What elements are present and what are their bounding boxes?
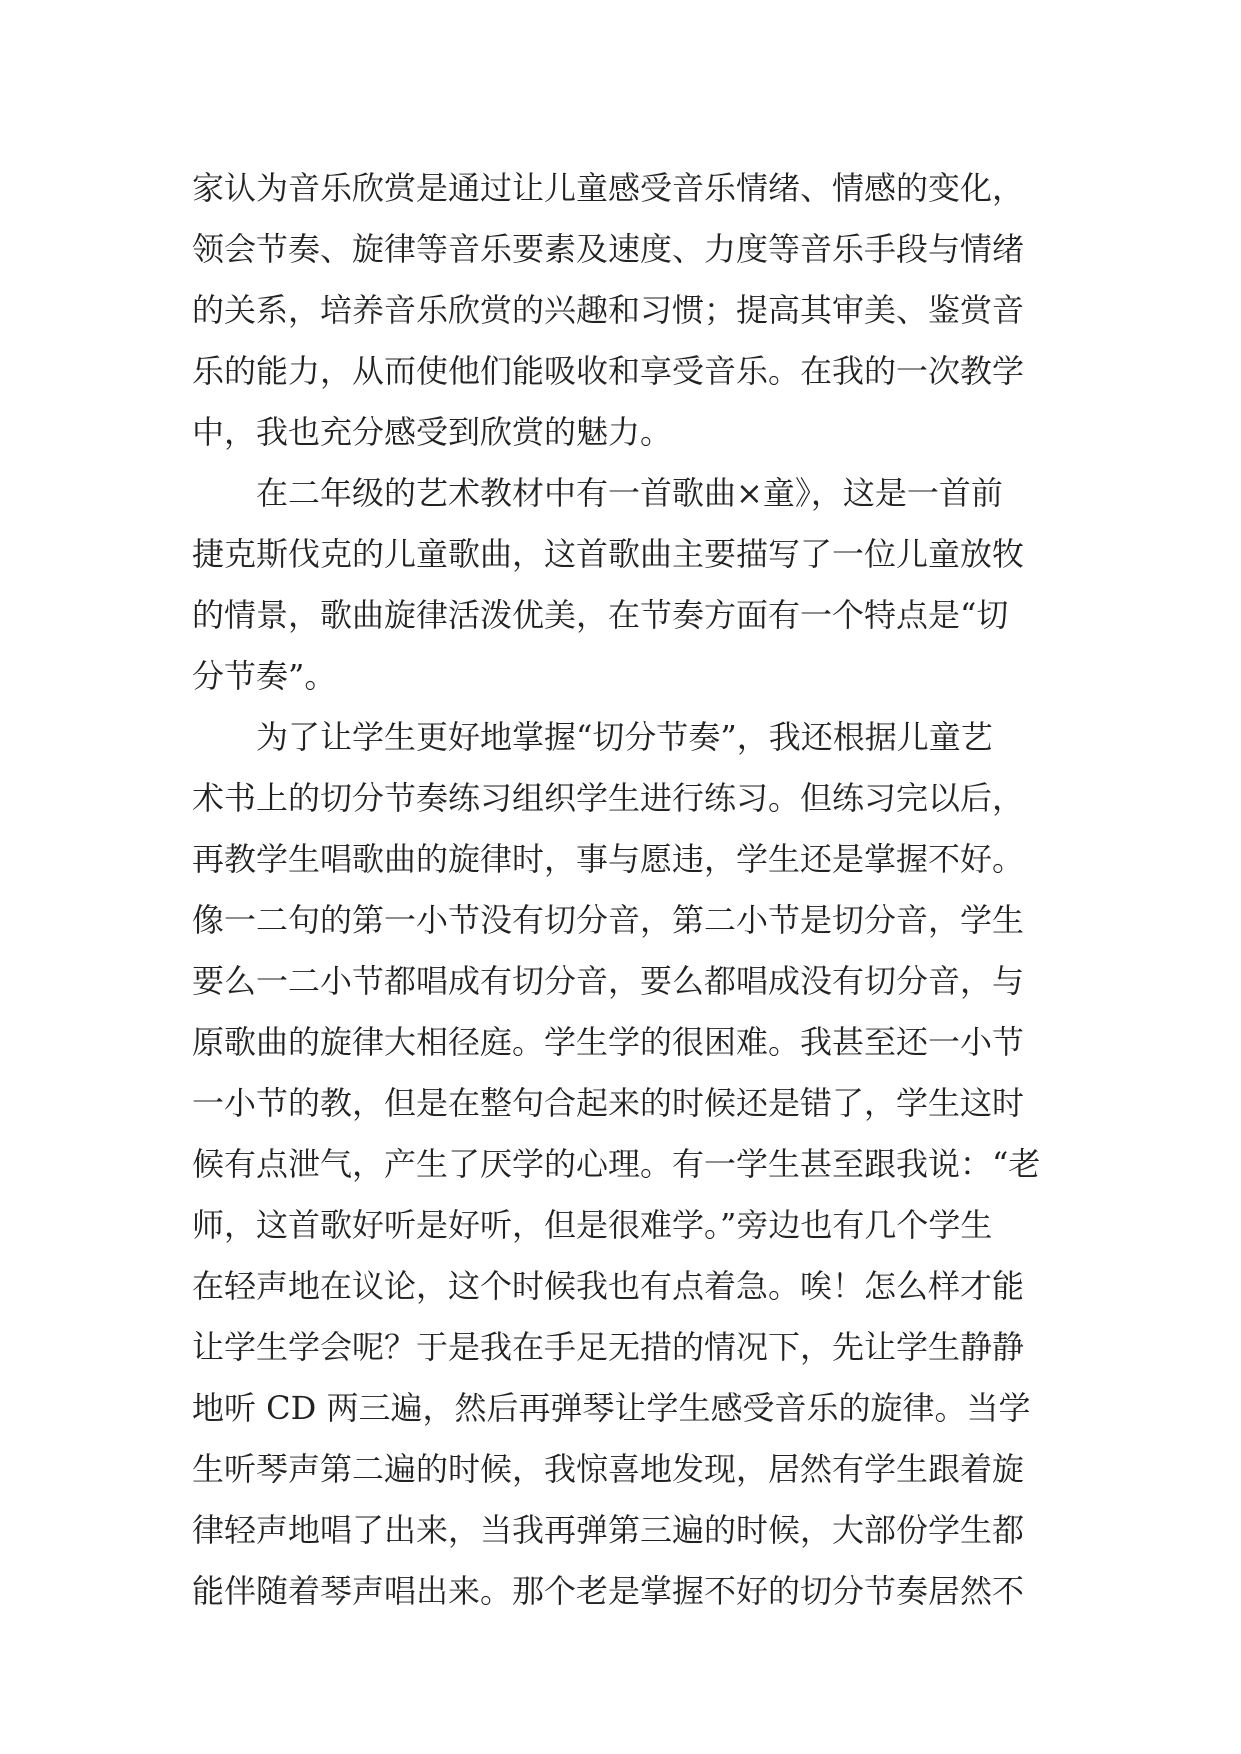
text-line: 生听琴声第二遍的时候，我惊喜地发现，居然有学生跟着旋	[192, 1450, 1025, 1488]
text-line: 术书上的切分节奏练习组织学生进行练习。但练习完以后，	[192, 779, 1025, 817]
body-text	[192, 158, 1052, 1622]
text-line: 在轻声地在议论，这个时候我也有点着急。唉！怎么样才能	[192, 1267, 1025, 1305]
text-line: 在二年级的艺术教材中有一首歌曲×童》，这是一首前	[192, 474, 1003, 512]
text-line: 要么一二小节都唱成有切分音，要么都唱成没有切分音，与	[192, 962, 1025, 1000]
text-line: 原歌曲的旋律大相径庭。学生学的很困难。我甚至还一小节	[192, 1023, 1025, 1061]
text-line: 中，我也充分感受到欣赏的魅力。	[192, 413, 673, 451]
text-line: 家认为音乐欣赏是通过让儿童感受音乐情绪、情感的变化，	[192, 169, 1025, 207]
text-line: 为了让学生更好地掌握“切分节奏”，我还根据儿童艺	[192, 718, 993, 756]
text-line: 乐的能力，从而使他们能吸收和享受音乐。在我的一次教学	[192, 352, 1025, 390]
text-line: 分节奏”。	[192, 657, 337, 695]
text-line: 能伴随着琴声唱出来。那个老是掌握不好的切分节奏居然不	[192, 1572, 1025, 1610]
text-line: 让学生学会呢？于是我在手足无措的情况下，先让学生静静	[192, 1328, 1025, 1366]
text-line: 候有点泄气，产生了厌学的心理。有一学生甚至跟我说：“老	[192, 1145, 1041, 1183]
text-line: 一小节的教，但是在整句合起来的时候还是错了，学生这时	[192, 1084, 1025, 1122]
text-line: 领会节奏、旋律等音乐要素及速度、力度等音乐手段与情绪	[192, 230, 1025, 268]
text-line: 律轻声地唱了出来，当我再弹第三遍的时候，大部份学生都	[192, 1511, 1025, 1549]
text-line: 像一二句的第一小节没有切分音，第二小节是切分音，学生	[192, 901, 1025, 939]
text-line: 师，这首歌好听是好听，但是很难学。”旁边也有几个学生	[192, 1206, 993, 1244]
text-line: 捷克斯伐克的儿童歌曲，这首歌曲主要描写了一位儿童放牧	[192, 535, 1025, 573]
text-line: 的关系，培养音乐欣赏的兴趣和习惯；提高其审美、鉴赏音	[192, 291, 1025, 329]
text-line: 地听 CD 两三遍，然后再弹琴让学生感受音乐的旋律。当学	[192, 1389, 1031, 1427]
text-line: 再教学生唱歌曲的旋律时，事与愿违，学生还是掌握不好。	[192, 840, 1025, 878]
text-line: 的情景，歌曲旋律活泼优美，在节奏方面有一个特点是“切	[192, 596, 1009, 634]
